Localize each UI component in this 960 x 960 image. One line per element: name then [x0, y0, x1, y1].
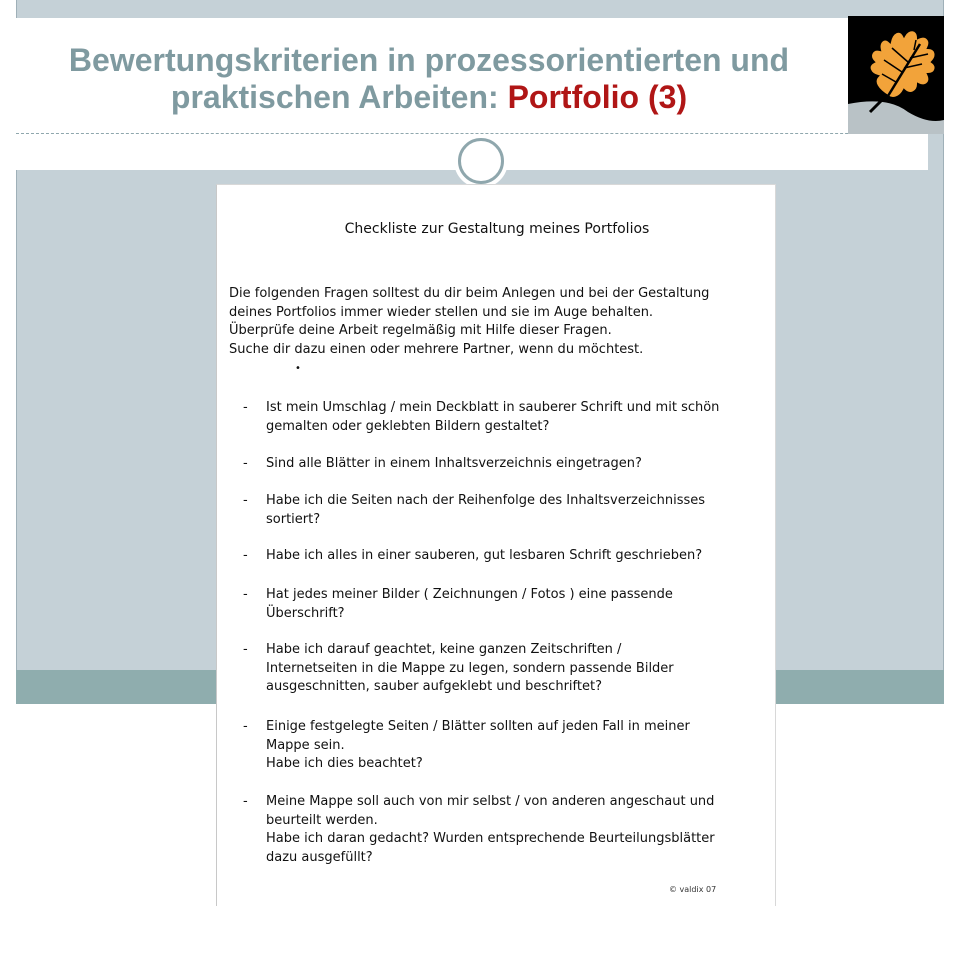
bullet-dash: -	[243, 587, 248, 602]
ring-badge	[454, 134, 508, 188]
item-line: Mappe sein.	[266, 737, 345, 753]
intro-line: Die folgenden Fragen solltest du dir beim Anlegen und bei der Gestaltung	[229, 286, 710, 301]
circle-ring-icon	[458, 138, 504, 184]
intro-line: deines Portfolios immer wieder stellen und sie im Auge behalten.	[229, 304, 654, 320]
item-line: Habe ich die Seiten nach der Reihenfolge des Inhaltsverzeichnisses	[266, 493, 706, 508]
bullet-dash: -	[243, 642, 248, 657]
item-line: dazu ausgefüllt?	[266, 849, 373, 865]
bullet-dash: -	[243, 548, 248, 563]
copyright-note: © valdix 07	[669, 885, 717, 894]
item-line: Habe ich darauf geachtet, keine ganzen Zeitschriften /	[266, 642, 622, 657]
item-line: Sind alle Blätter in einem Inhaltsverzeichnis eingetragen?	[266, 456, 642, 471]
bullet-dash: -	[243, 456, 248, 471]
item-line: Hat jedes meiner Bilder ( Zeichnungen / Fotos ) eine passende	[266, 587, 673, 602]
item-line: Einige festgelegte Seiten / Blätter sollten auf jeden Fall in meiner	[266, 719, 690, 734]
checklist-document	[216, 184, 776, 906]
intro-line: Suche dir dazu einen oder mehrere Partner, wenn du möchtest.	[229, 341, 644, 357]
page-title	[16, 42, 842, 116]
item-line: ausgeschnitten, sauber aufgeklebt und beschriftet?	[266, 679, 602, 694]
bullet-dash: -	[243, 493, 248, 508]
item-line: sortiert?	[266, 511, 321, 527]
item-line: Meine Mappe soll auch von mir selbst / von anderen angeschaut und	[266, 794, 715, 809]
item-line: beurteilt werden.	[266, 812, 378, 828]
item-line: Internetseiten in die Mappe zu legen, sondern passende Bilder	[266, 660, 674, 676]
stray-dot: •	[295, 363, 301, 374]
item-line: Habe ich alles in einer sauberen, gut lesbaren Schrift geschrieben?	[266, 548, 703, 563]
oak-leaf-icon	[848, 16, 944, 134]
item-line: Überschrift?	[266, 605, 345, 621]
title-main: Bewertungskriterien in prozessorientierten und praktischen Arbeiten:	[68, 42, 790, 115]
title-divider	[16, 133, 928, 134]
document-title: Checkliste zur Gestaltung meines Portfolios	[344, 221, 650, 237]
item-line: Habe ich dies beachtet?	[266, 756, 423, 771]
bullet-dash: -	[243, 719, 248, 734]
title-accent: Portfolio (3)	[507, 79, 688, 115]
item-line: Habe ich daran gedacht? Wurden entsprechende Beurteilungsblätter	[266, 831, 715, 846]
intro-line: Überprüfe deine Arbeit regelmäßig mit Hilfe dieser Fragen.	[229, 323, 612, 338]
bullet-dash: -	[243, 794, 248, 809]
item-line: Ist mein Umschlag / mein Deckblatt in sauberer Schrift und mit schön	[266, 400, 720, 415]
bullet-dash: -	[243, 400, 248, 415]
intro-paragraph	[229, 285, 769, 359]
item-line: gemalten oder geklebten Bildern gestaltet?	[266, 418, 550, 434]
